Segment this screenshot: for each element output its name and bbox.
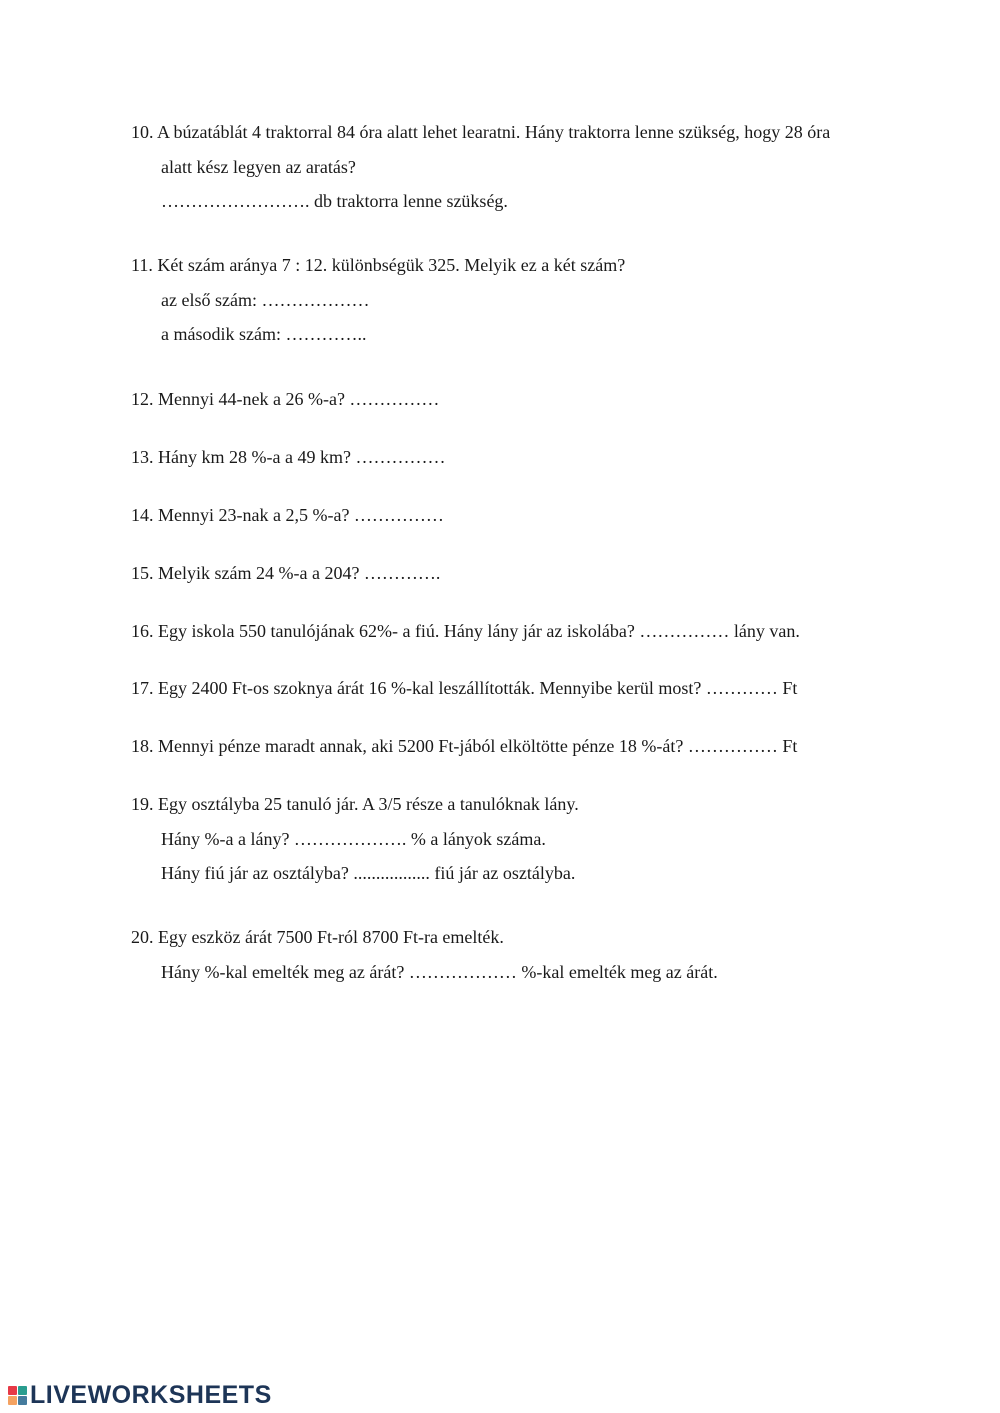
problem-18[interactable]: [131, 735, 797, 757]
logo-square-icon: [18, 1396, 27, 1405]
liveworksheets-logo: [8, 1380, 272, 1410]
problem-15-number: 15.: [131, 563, 154, 583]
problem-16-text: Egy iskola 550 tanulójának 62%- a fiú. Hány lány jár az iskolába? …………… lány van.: [158, 621, 800, 641]
problem-14-text: Mennyi 23-nak a 2,5 %-a? ……………: [158, 505, 444, 525]
problem-11-answer-second[interactable]: a második szám: …………..: [161, 324, 367, 344]
problem-13-text: Hány km 28 %-a a 49 km? ……………: [158, 447, 446, 467]
logo-squares-icon: [8, 1386, 27, 1405]
problem-11-answer-first[interactable]: az első szám: ………………: [161, 290, 370, 310]
problem-20-number: 20.: [131, 927, 154, 947]
problem-10-line-1: [131, 121, 830, 143]
brand-name: LIVEWORKSHEETS: [30, 1380, 272, 1409]
logo-square-icon: [18, 1386, 27, 1395]
problem-11-question: Két szám aránya 7 : 12. különbségük 325. Melyik ez a két szám?: [157, 255, 626, 275]
problem-13[interactable]: [131, 446, 445, 468]
problem-16-number: 16.: [131, 621, 154, 641]
problem-14-number: 14.: [131, 505, 154, 525]
logo-square-icon: [8, 1396, 17, 1405]
problem-19-answer-percent[interactable]: Hány %-a a lány? ………………. % a lányok száma.: [161, 829, 546, 849]
problem-16[interactable]: [131, 620, 800, 642]
problem-12-text: Mennyi 44-nek a 26 %-a? ……………: [158, 389, 440, 409]
problem-12-number: 12.: [131, 389, 154, 409]
problem-19-question: Egy osztályba 25 tanuló jár. A 3/5 része a tanulóknak lány.: [158, 794, 579, 814]
problem-10-answer[interactable]: ……………………. db traktorra lenne szükség.: [161, 191, 508, 211]
problem-19-number: 19.: [131, 794, 154, 814]
problem-17-number: 17.: [131, 678, 154, 698]
problem-20-line-1: [131, 926, 504, 948]
problem-18-text: Mennyi pénze maradt annak, aki 5200 Ft-jából elköltötte pénze 18 %-át? …………… Ft: [158, 736, 798, 756]
problem-12[interactable]: [131, 388, 439, 410]
problem-18-number: 18.: [131, 736, 154, 756]
problem-19-line-1: [131, 793, 579, 815]
problem-17-text: Egy 2400 Ft-os szoknya árát 16 %-kal leszállították. Mennyibe kerül most? ………… Ft: [158, 678, 798, 698]
problem-19-answer-boys[interactable]: Hány fiú jár az osztályba? ................. fiú jár az osztályba.: [161, 863, 576, 883]
problem-15[interactable]: [131, 562, 440, 584]
problem-10-number: 10.: [131, 122, 154, 142]
logo-square-icon: [8, 1386, 17, 1395]
problem-14[interactable]: [131, 504, 444, 526]
problem-20-question: Egy eszköz árát 7500 Ft-ról 8700 Ft-ra emelték.: [158, 927, 504, 947]
problem-11-number: 11.: [131, 255, 153, 275]
problem-11-line-1: [131, 254, 625, 276]
problem-17[interactable]: [131, 677, 797, 699]
problem-20-answer[interactable]: Hány %-kal emelték meg az árát? ……………… %-kal emelték meg az árát.: [161, 962, 718, 982]
problem-10-line-2: alatt kész legyen az aratás?: [161, 157, 356, 177]
problem-13-number: 13.: [131, 447, 154, 467]
problem-10-question: A búzatáblát 4 traktorral 84 óra alatt lehet learatni. Hány traktorra lenne szükség, hogy 28 óra: [157, 122, 831, 142]
problem-15-text: Melyik szám 24 %-a a 204? ………….: [158, 563, 441, 583]
